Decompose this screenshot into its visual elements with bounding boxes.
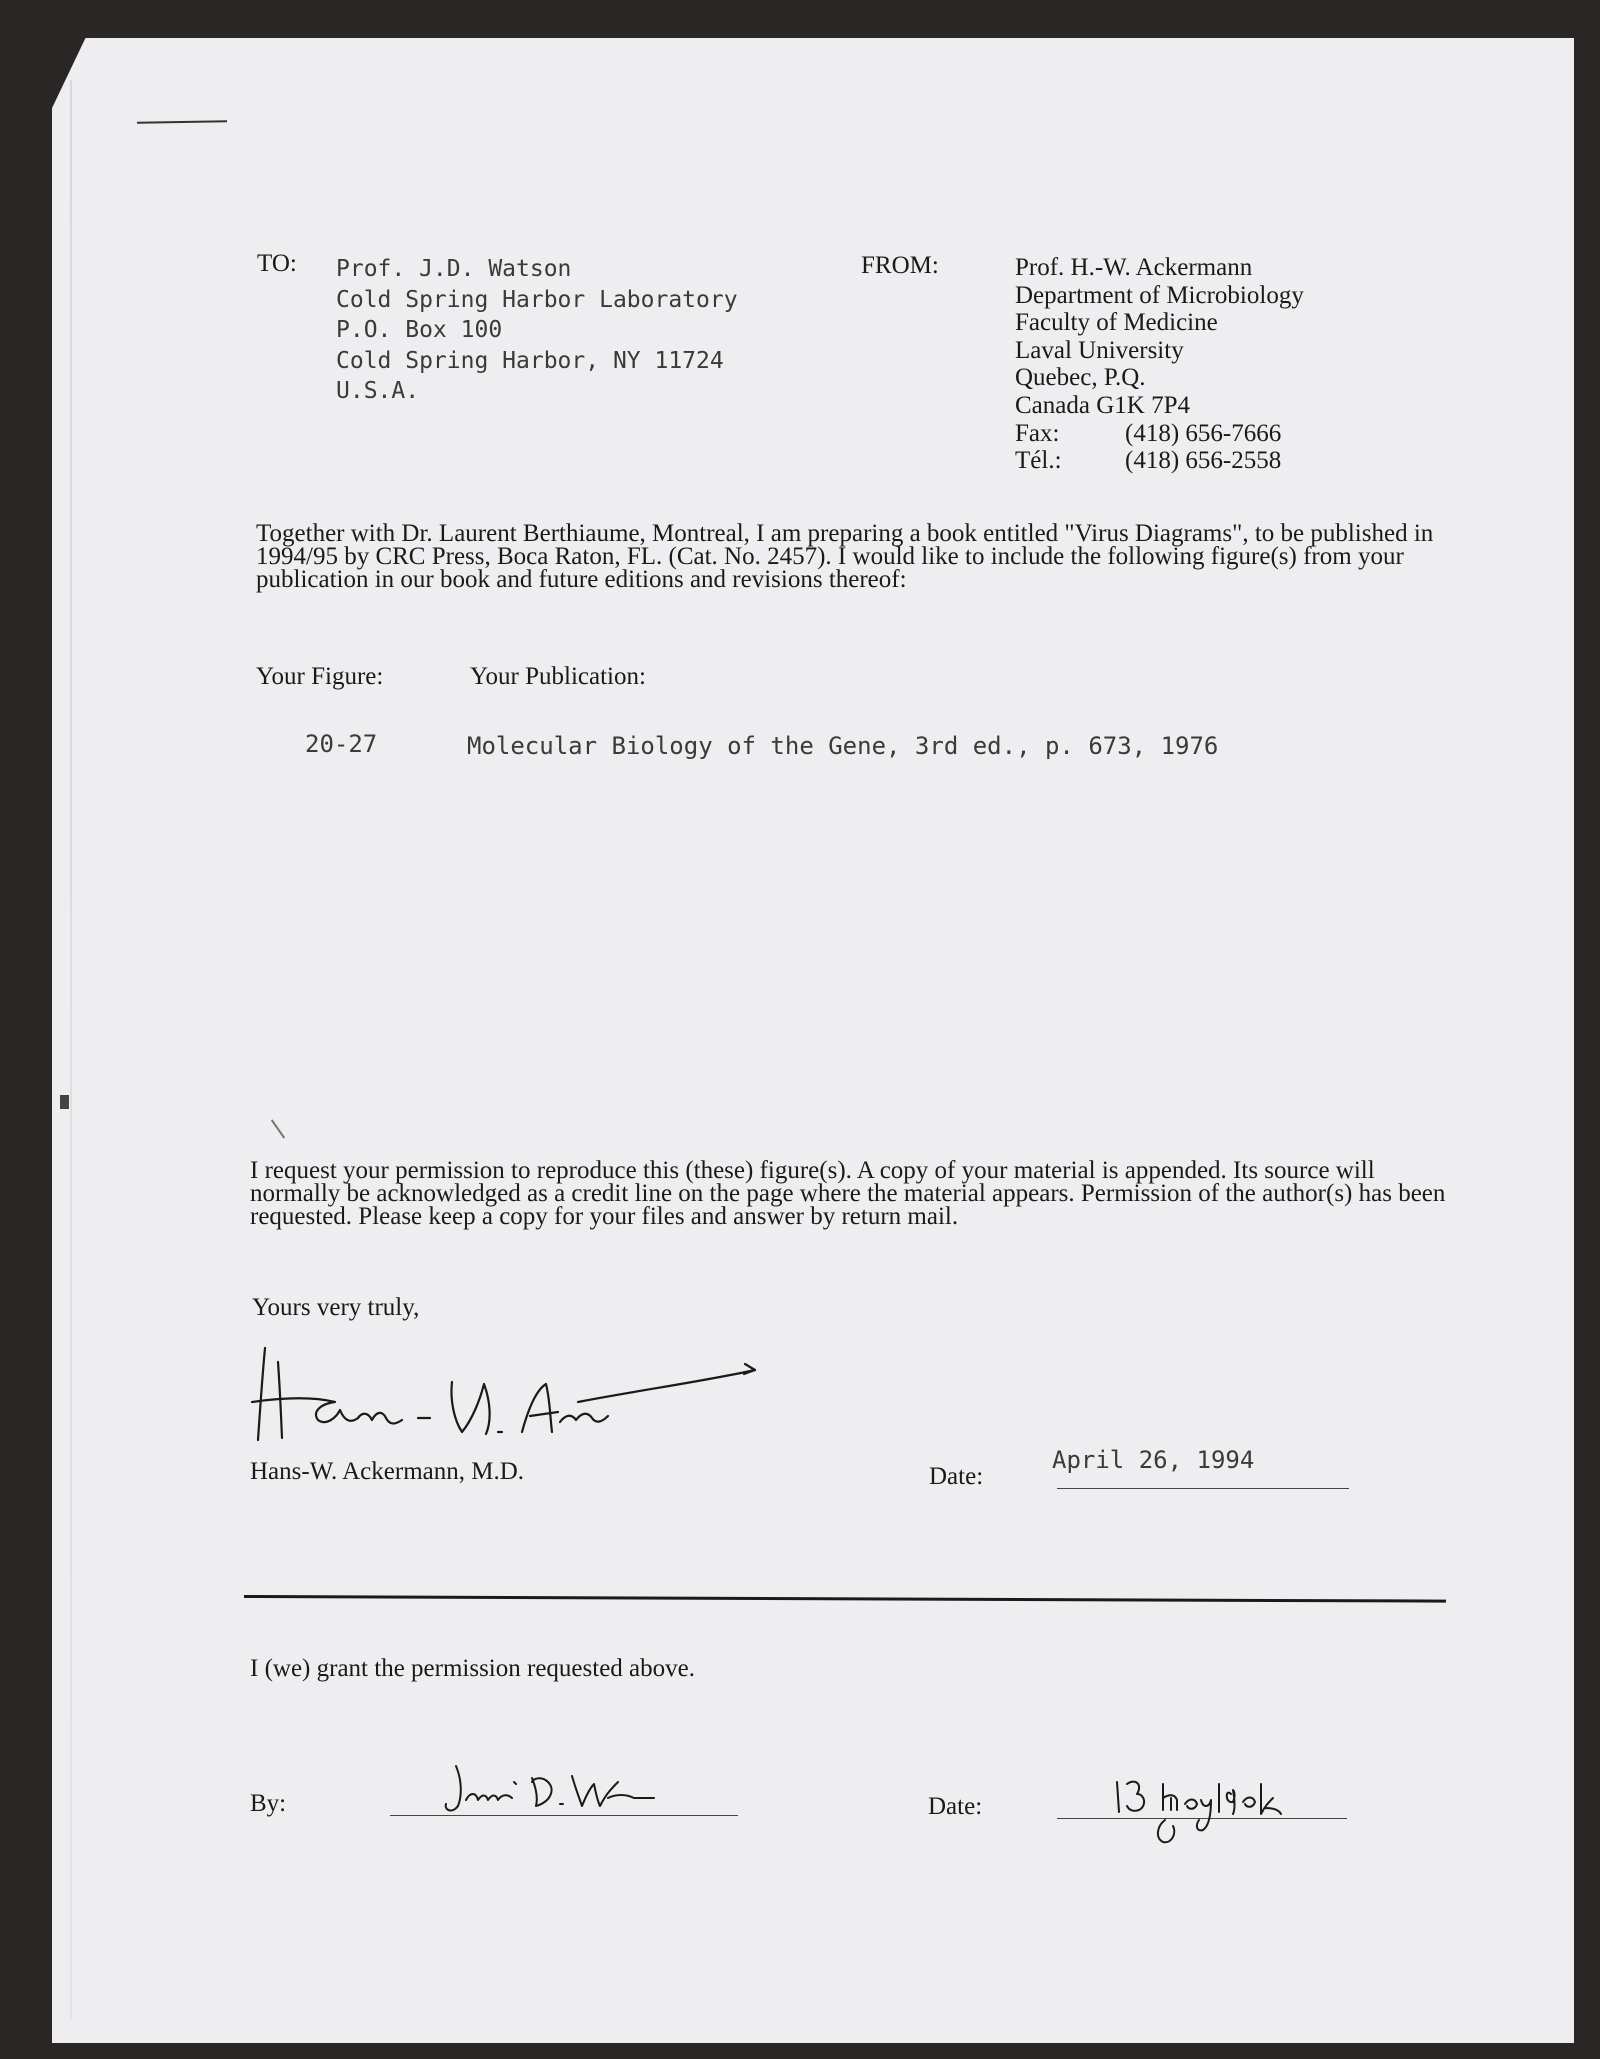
recipient-line: Cold Spring Harbor Laboratory [336,286,738,313]
tel-number: (418) 656-2558 [1125,447,1282,475]
date-label: Date: [929,1463,984,1490]
sender-signature [240,1340,760,1450]
tel-row [1015,447,1304,475]
grant-date-handwritten [1105,1770,1295,1850]
sender-line: Faculty of Medicine [1015,309,1218,337]
figure-number: 20-27 [305,730,378,758]
grant-date-label: Date: [928,1793,983,1820]
signer-name: Hans-W. Ackermann, M.D. [250,1458,525,1485]
recipient-line: U.S.A. [336,378,420,404]
date-underline [1057,1488,1349,1489]
grant-statement: I (we) grant the permission requested above. [250,1655,695,1682]
paper-edge-shadow [70,80,72,2020]
recipient-address [336,254,738,407]
fax-label: Fax: [1015,419,1060,447]
margin-speck [60,1095,69,1109]
grantor-signature [440,1760,660,1820]
recipient-line: P.O. Box 100 [336,317,503,343]
publication-citation: Molecular Biology of the Gene, 3rd ed., p. 673, 1976 [467,732,1219,760]
to-label: TO: [257,250,297,277]
sender-line: Department of Microbiology [1015,281,1304,309]
letter-page [52,38,1574,2043]
tel-label: Tél.: [1015,447,1062,475]
closing: Yours very truly, [252,1294,420,1321]
from-label: FROM: [861,252,939,279]
sender-address [1015,254,1304,475]
permission-paragraph: I request your permission to reproduce this (these) figure(s). A copy of your material is appended. Its source will normally be acknowledged as a credit line on the page where the material appears. Permission of the author(s) has been requested. Please keep a copy for your files and answer by return mail. [250,1157,1446,1230]
fax-number: (418) 656-7666 [1125,419,1282,447]
date-value: April 26, 1994 [1052,1446,1255,1474]
by-label: By: [250,1790,287,1817]
request-paragraph: Together with Dr. Laurent Berthiaume, Montreal, I am preparing a book entitled "Virus Diagrams", to be published in 1994/95 by CRC Press, Boca Raton, FL. (Cat. No. 2457). I would like to include the following figure(s) from your publication in our book and future editions and revisions thereof: [256,520,1434,593]
recipient-line: Cold Spring Harbor, NY 11724 [336,347,724,374]
sender-line: Quebec, P.Q. [1015,364,1146,392]
recipient-line: Prof. J.D. Watson [336,256,572,282]
sender-line: Canada G1K 7P4 [1015,391,1190,419]
sender-line: Laval University [1015,336,1184,364]
sender-line: Prof. H.-W. Ackermann [1015,254,1253,281]
fax-row [1015,420,1304,448]
publication-header: Your Publication: [470,663,646,690]
figure-header: Your Figure: [256,663,384,690]
